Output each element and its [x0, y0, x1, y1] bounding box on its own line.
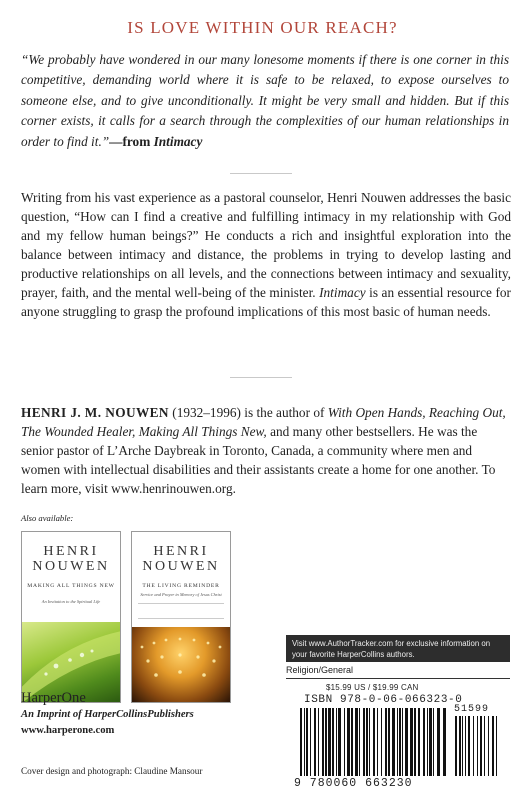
barcode-bar	[369, 708, 370, 776]
ean-digits: 9 780060 663230	[294, 777, 413, 790]
barcode-bar	[338, 708, 341, 776]
publisher-name: HarperOne	[21, 690, 86, 706]
barcode-bar	[363, 708, 365, 776]
barcode-bar	[468, 716, 470, 776]
barcode-bar	[359, 708, 360, 776]
barcode-bar	[473, 716, 474, 776]
barcode-bar	[465, 716, 466, 776]
barcode-bar	[310, 708, 311, 776]
book-description: Writing from his vast experience as a pastoral counselor, Henri Nouwen addresses the basic question, “How can I find a creative and fulfilling intimacy in my relationship with God and my fellow human beings?” He conducts a rich and insightful exploration into the balance between intimacy and distance, the problems in trying to develop lasting and productive relationships on all levels, and the connections between intimacy and sexuality, prayer, faith, and the mental well-being of the minister. Intimacy is an essential resource for anyone struggling to grasp the profound implications of this most basic of human needs.	[21, 190, 511, 319]
barcode-bar	[414, 708, 416, 776]
barcode-bar	[488, 716, 489, 776]
barcode-bar	[410, 708, 413, 776]
barcode-bar	[347, 708, 350, 776]
barcode-bar	[443, 708, 446, 776]
barcode-bar	[437, 708, 440, 776]
author-tracker-note: Visit www.AuthorTracker.com for exclusive information on your favorite HarperCollins authors.	[286, 635, 510, 662]
barcode-bar	[351, 708, 353, 776]
book-cover-fine-print	[138, 603, 224, 619]
barcode-panel	[286, 680, 510, 792]
barcode-bar	[306, 708, 308, 776]
barcode-bar	[459, 716, 461, 776]
barcode-bar	[314, 708, 316, 776]
barcode-bar	[381, 708, 382, 776]
barcode-bar	[427, 708, 428, 776]
barcode-bar	[392, 708, 395, 776]
barcode-bar	[336, 708, 337, 776]
publisher-imprint: An Imprint of HarperCollinsPublishers	[21, 709, 194, 720]
price-label: $15.99 US / $19.99 CAN	[326, 683, 419, 692]
barcode-bar	[318, 708, 319, 776]
barcode-bar	[366, 708, 368, 776]
barcode-bar	[322, 708, 324, 776]
back-cover-headline: IS LOVE WITHIN OUR REACH?	[127, 18, 398, 37]
price-code: 51599	[454, 704, 490, 715]
barcode-bar	[344, 708, 345, 776]
barcode-bar	[496, 716, 497, 776]
barcode-bar	[402, 708, 403, 776]
barcode-bar	[388, 708, 390, 776]
category-label: Religion/General	[286, 664, 510, 679]
barcode-bar	[385, 708, 387, 776]
publisher-website: www.harperone.com	[21, 725, 115, 736]
barcode-bar	[480, 716, 482, 776]
barcode-bar	[492, 716, 494, 776]
book-cover-candles-image	[132, 627, 230, 702]
barcode-bar	[418, 708, 420, 776]
price-barcode	[454, 716, 502, 782]
cover-credit: Cover design and photograph: Claudine Mansour	[21, 766, 203, 776]
also-available-label: Also available:	[21, 513, 74, 523]
quote-attribution: —from Intimacy	[109, 133, 203, 149]
author-name: HENRI J. M. NOUWEN	[21, 405, 169, 420]
barcode-bar	[477, 716, 478, 776]
book-thumbnail-the-living-reminder: HENRI NOUWEN THE LIVING REMINDER Service and Prayer in Memory of Jesus Christ	[131, 531, 231, 703]
divider-bottom	[230, 377, 292, 378]
barcode-bar	[304, 708, 305, 776]
barcode-bar	[332, 708, 334, 776]
ean-barcode	[298, 708, 448, 780]
author-bio: HENRI J. M. NOUWEN (1932–1996) is the author of With Open Hands, Reaching Out, The Wounded Healer, Making All Things New, and many other bestsellers. He was the senior pastor of L’Arche Daybreak in Toronto, Canada, a community where men and women with intellectual disabilities and their assistants create a home for one another. To learn more, visit www.henrinouwen.org.	[21, 405, 506, 496]
barcode-bar	[355, 708, 358, 776]
isbn-label: ISBN 978-0-06-066323-0	[304, 694, 463, 706]
divider-top	[230, 173, 292, 174]
barcode-bar	[300, 708, 302, 776]
barcode-bar	[423, 708, 425, 776]
book-thumbnail-making-all-things-new: HENRI NOUWEN MAKING ALL THINGS NEW An Invitation to the Spiritual Life	[21, 531, 121, 703]
pull-quote	[21, 50, 509, 152]
barcode-bar	[328, 708, 331, 776]
barcode-bar	[433, 708, 434, 776]
barcode-bar	[455, 716, 457, 776]
author-books: With Open Hands, Reaching Out, The Wounded Healer, Making All Things New,	[21, 405, 506, 439]
barcode-bar	[405, 708, 408, 776]
barcode-bar	[429, 708, 432, 776]
barcode-bar	[377, 708, 378, 776]
barcode-bar	[462, 716, 463, 776]
barcode-bar	[325, 708, 327, 776]
barcode-bar	[397, 708, 398, 776]
barcode-bar	[373, 708, 375, 776]
barcode-bar	[399, 708, 401, 776]
barcode-bar	[484, 716, 485, 776]
quote-text: “We probably have wondered in our many lonesome moments if there is one corner in this competitive, demanding world where it is safe to be relaxed, to expose ourselves to someone else, and to give unconditionally. It might be very small and hidden. But if this corner exists, it calls for a search through the complexities of our human relationships in order to find it.”	[21, 52, 509, 149]
